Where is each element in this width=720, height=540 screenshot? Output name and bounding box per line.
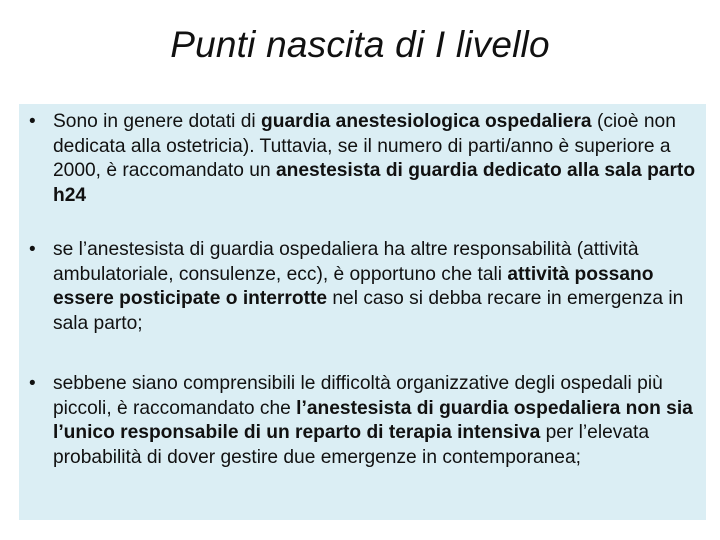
bullet-text [53, 110, 699, 208]
slide-title: Punti nascita di I livello [170, 24, 550, 65]
bullet-text-part-bold: guardia anestesiologica ospedaliera [261, 111, 592, 132]
bullet-text-part: (cioè non dedicata alla ostetricia). Tuttavia, se il numero di parti/anno è superiore a 2000, è raccomandato un [53, 111, 676, 181]
bullet-marker: • [29, 373, 36, 394]
bullet-marker: • [29, 239, 36, 260]
bullet-text-part-bold: anestesista di guardia dedicato alla sala parto h24 [53, 160, 696, 206]
bullet-text-part: Sono in genere dotati di [53, 111, 262, 132]
bullet-text [53, 372, 699, 470]
bullet-text-part-bold: l’anestesista di guardia ospedaliera non sia l’unico responsabile di un reparto di terapia intensiva [53, 397, 693, 443]
bullet-item [29, 372, 699, 470]
bullet-item [29, 110, 699, 208]
bullet-text-part-bold: attività possano essere posticipate o interrotte [53, 263, 654, 309]
bullet-text-part: sebbene siano comprensibili le difficoltà organizzative degli ospedali più piccoli, è raccomandato che [53, 373, 663, 419]
bullet-list-box [19, 104, 706, 520]
bullet-text-part: per l’elevata probabilità di dover gestire due emergenze in contemporanea; [53, 422, 650, 468]
bullet-text-part: se l’anestesista di guardia ospedaliera ha altre responsabilità (attività ambulatoriale, consulenze, ecc), è opportuno che tali [53, 239, 639, 285]
bullet-marker: • [29, 111, 36, 132]
bullet-text [53, 238, 699, 336]
bullet-item [29, 238, 699, 336]
bullet-text-part: nel caso si debba recare in emergenza in sala parto; [53, 288, 684, 334]
